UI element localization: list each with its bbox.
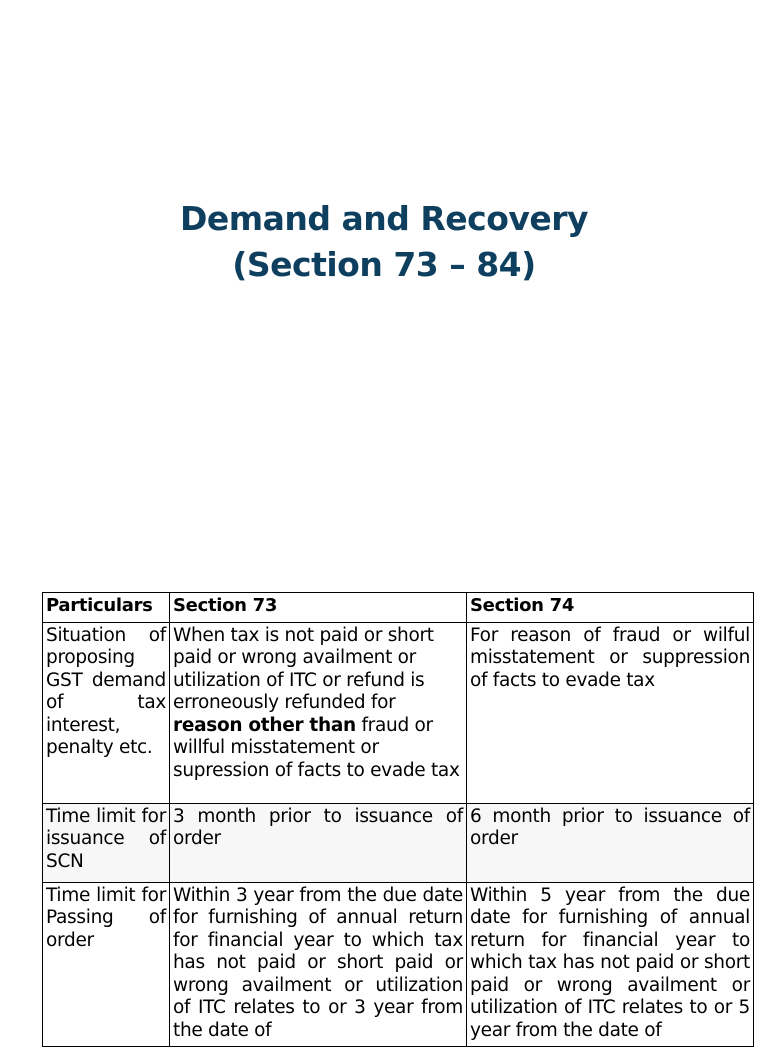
title-line-2: (Section 73 – 84) (232, 245, 536, 284)
row-1-section-73-text-end: fraud or willful misstatement or supression of facts to evade tax (173, 714, 460, 781)
table-row (43, 803, 754, 882)
row-3-section-74: Within 5 year from the due date for furnishing of annual return for financial year to which tax has not paid or short paid or wrong availment or utilization of ITC relates to or 5 year from the date of (467, 882, 754, 1047)
row-3-section-73: Within 3 year from the due date for furnishing of annual return for financial year to which tax has not paid or short paid or wrong availment or utilization of ITC relates to or 3 year from the date of (170, 882, 467, 1047)
row-2-section-73: 3 month prior to issuance of order (170, 803, 467, 882)
row-3-particulars: Time limit for Passing of order (43, 882, 170, 1047)
header-section-73: Section 73 (170, 593, 467, 623)
row-1-section-74: For reason of fraud or wilful misstatement or suppression of facts to evade tax (467, 622, 754, 803)
table-header-row (43, 593, 754, 623)
row-1-section-73 (170, 622, 467, 803)
row-1-section-73-text: When tax is not paid or short paid or wrong availment or utilization of ITC or refund is erroneously refunded for (173, 624, 434, 713)
slide-title (0, 196, 768, 288)
row-2-section-74: 6 month prior to issuance of order (467, 803, 754, 882)
row-1-section-73-emphasis: reason other than (173, 714, 356, 736)
row-1-particulars: Situation of proposing GST demand of tax interest, penalty etc. (43, 622, 170, 803)
header-particulars: Particulars (43, 593, 170, 623)
table-row (43, 622, 754, 803)
comparison-table (42, 592, 754, 1047)
table-row (43, 882, 754, 1047)
title-line-1: Demand and Recovery (179, 199, 589, 238)
row-2-particulars: Time limit for issuance of SCN (43, 803, 170, 882)
header-section-74: Section 74 (467, 593, 754, 623)
